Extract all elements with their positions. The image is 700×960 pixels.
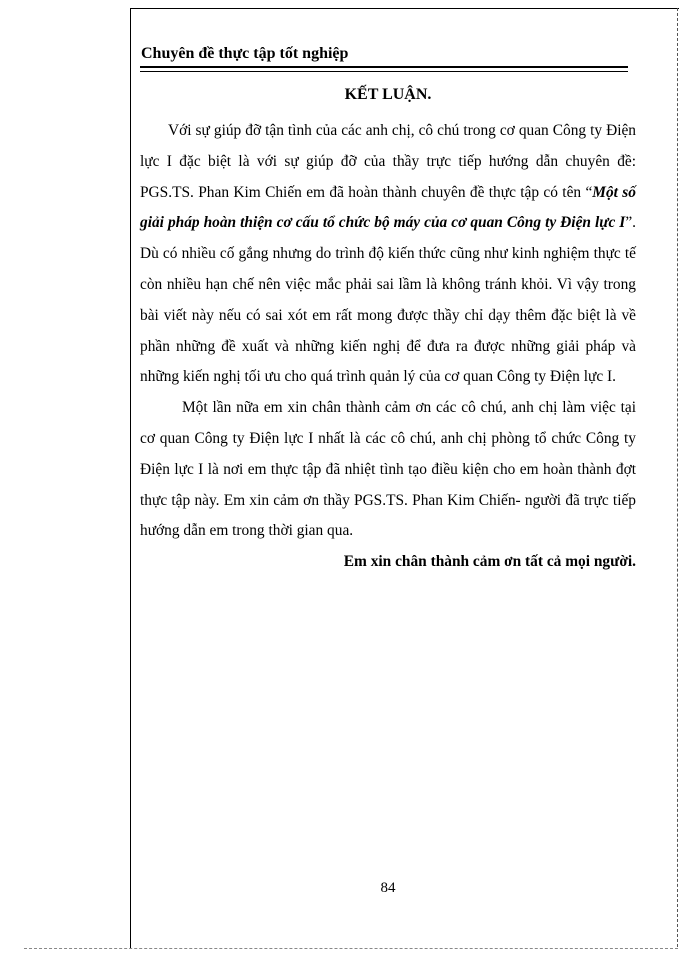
paragraph-1-text-before: Với sự giúp đỡ tận tình của các anh chị, cô chú trong cơ quan Công ty Điện lực I đặc biệt là với sự giúp đỡ của thầy trực tiếp hướng dẫn chuyên đề: PGS.TS. Phan Kim Chiến em đã hoàn thành chuyên đề thực tập có tên “ <box>140 122 636 201</box>
header-rule-thick <box>140 66 628 68</box>
page-number: 84 <box>380 880 396 896</box>
section-title: KẾT LUẬN. <box>344 86 432 103</box>
paragraph-1-text-after: ”. Dù có nhiều cố gắng nhưng do trình độ kiến thức cũng như kinh nghiệm thực tế còn nhiều hạn chế nên việc mắc phải sai lầm là không tránh khỏi. Vì vậy trong bài viết này nếu có sai xót em rất mong được thầy chỉ dạy thêm đặc biệt là về phần những đề xuất và những kiến nghị để đưa ra được những giải pháp và những kiến nghị tối ưu cho quá trình quản lý của cơ quan Công ty Điện lực I. <box>140 214 636 386</box>
thesis-title-emphasis: Một số giải pháp hoàn thiện cơ cấu tổ chức bộ máy của cơ quan Công ty Điện lực I <box>140 183 636 232</box>
closing-line: Em xin chân thành cảm ơn tất cả mọi người. <box>343 553 636 571</box>
paragraph-2: Một lần nữa em xin chân thành cảm ơn các cô chú, anh chị làm việc tại cơ quan Công ty Điện lực I nhất là các cô chú, anh chị phòng tổ chức Công ty Điện lực I là nơi em thực tập đã nhiệt tình tạo điều kiện cho em hoàn thành đợt thực tập này. Em xin cảm ơn thầy PGS.TS. Phan Kim Chiến- người đã trực tiếp hướng dẫn em trong thời gian qua. <box>140 399 636 540</box>
running-header: Chuyên đề thực tập tốt nghiệp <box>141 45 349 62</box>
page-border-bottom <box>24 948 678 949</box>
header-rule-thin <box>140 71 628 72</box>
paragraph-1 <box>140 116 636 393</box>
page-border-right <box>677 8 678 947</box>
body-text <box>140 116 636 578</box>
